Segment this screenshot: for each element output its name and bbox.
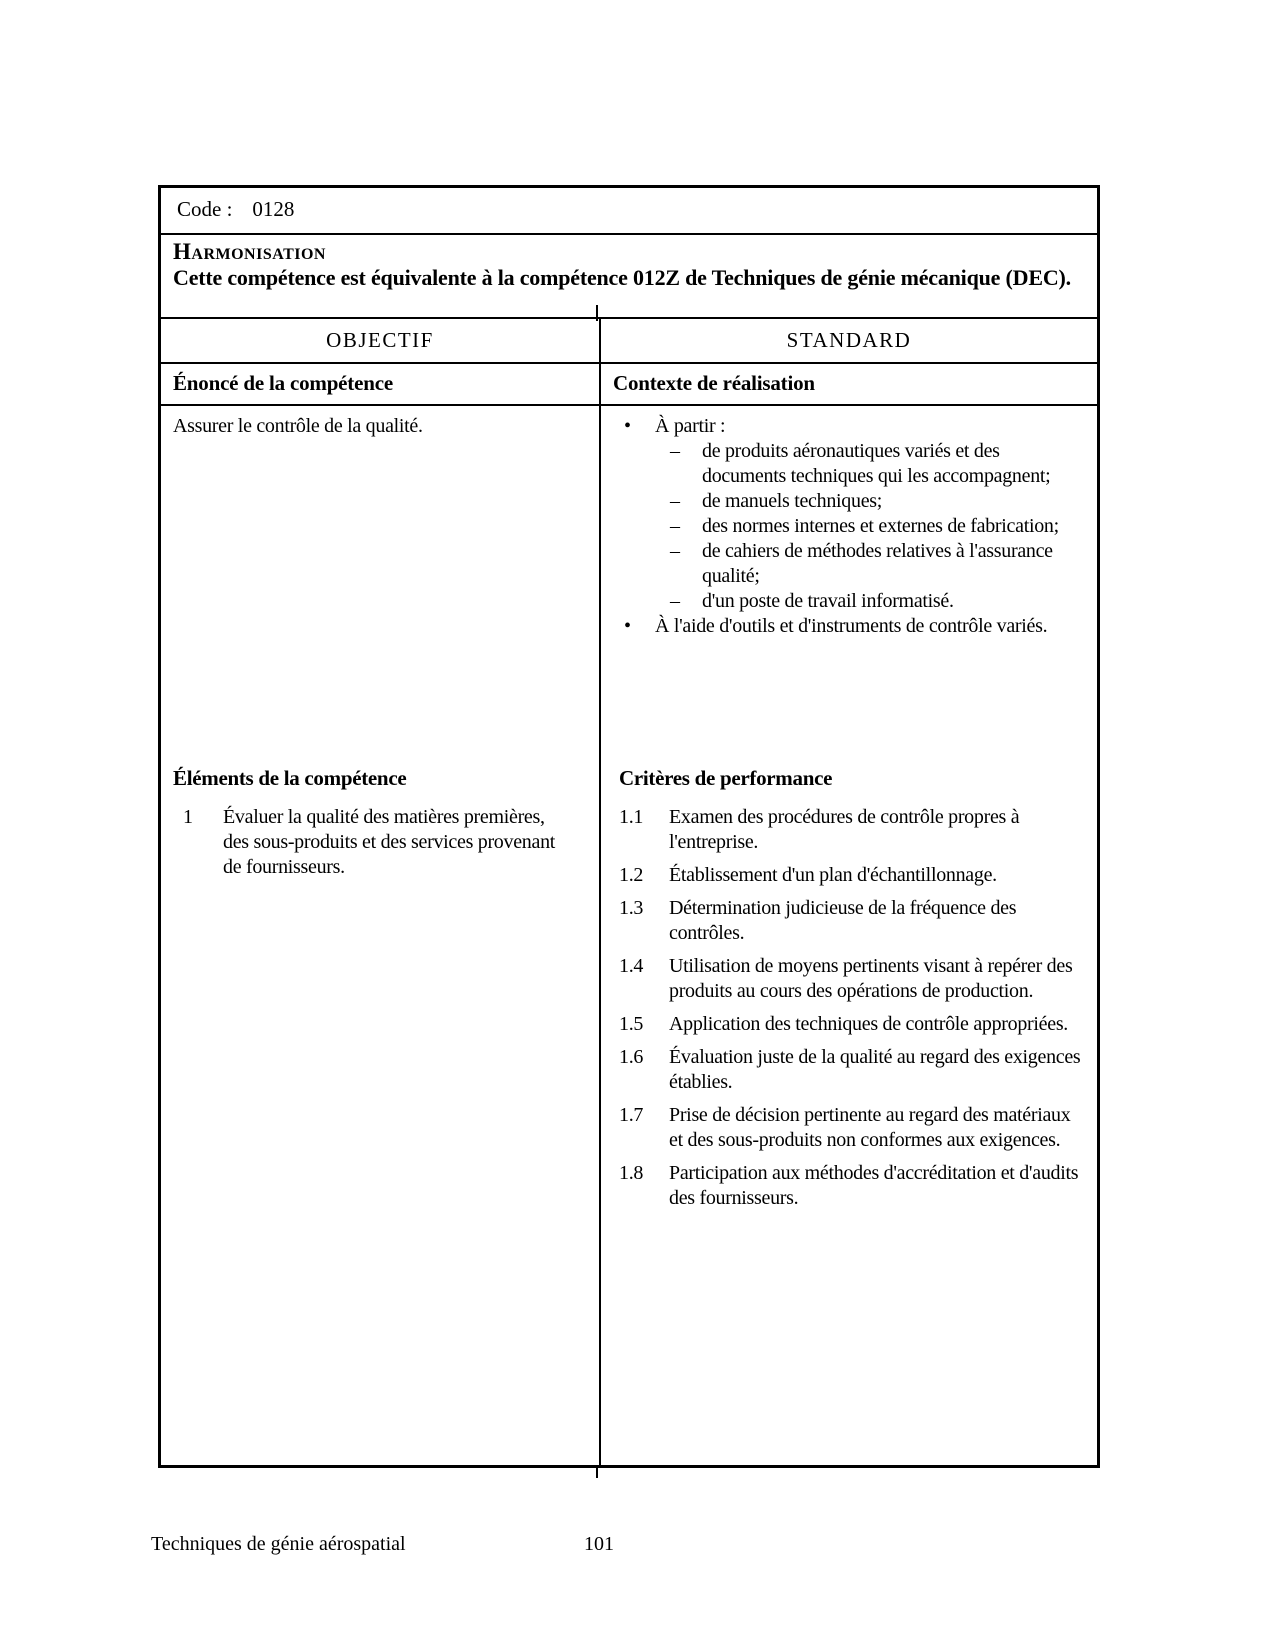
- criterion-number: 1.2: [619, 864, 644, 886]
- criterion-item: [601, 863, 1085, 888]
- dash-icon: –: [670, 515, 680, 537]
- footer-program-title: Techniques de génie aérospatial: [151, 1533, 406, 1555]
- criterion-text: Participation aux méthodes d'accréditation et d'audits des fournisseurs.: [669, 1162, 1079, 1209]
- enonce-subheader: Énoncé de la compétence: [173, 371, 393, 395]
- context-sub-item: [601, 439, 1097, 489]
- contexte-subheader: Contexte de réalisation: [599, 364, 1097, 404]
- bullet-icon: •: [624, 615, 631, 637]
- elements-heading: Éléments de la compétence: [173, 766, 407, 790]
- criterion-number: 1.8: [619, 1162, 644, 1184]
- context-sub-item: [601, 539, 1097, 589]
- context-sub-text: des normes internes et externes de fabrication;: [702, 515, 1059, 537]
- context-sub-text: de manuels techniques;: [702, 490, 883, 512]
- criteria-section: [601, 765, 1085, 1219]
- code-row: [161, 188, 1097, 235]
- criterion-text: Examen des procédures de contrôle propres à l'entreprise.: [669, 806, 1020, 853]
- criterion-item: [601, 805, 1085, 855]
- dash-icon: –: [670, 440, 680, 462]
- criterion-text: Évaluation juste de la qualité au regard des exigences établies.: [669, 1046, 1081, 1093]
- context-sub-item: [601, 589, 1097, 614]
- criterion-text: Utilisation de moyens pertinents visant à repérer des produits au cours des opérations de production.: [669, 955, 1073, 1002]
- context-sub-text: d'un poste de travail informatisé.: [702, 590, 954, 612]
- objectif-column-header: OBJECTIF: [326, 328, 434, 352]
- code-value: 0128: [252, 197, 295, 221]
- criterion-item: [601, 1103, 1085, 1153]
- criterion-item: [601, 1012, 1085, 1037]
- competency-table: [158, 185, 1100, 1468]
- element-item: [173, 805, 589, 880]
- element-text: Évaluer la qualité des matières premières, des sous-produits et des services provenant de fournisseurs.: [223, 806, 556, 878]
- bullet-icon: •: [624, 415, 631, 437]
- footer-page-number: 101: [584, 1533, 614, 1555]
- objectif-cell: [161, 406, 599, 1465]
- criterion-number: 1.5: [619, 1013, 644, 1035]
- context-sub-text: de produits aéronautiques variés et des documents techniques qui les accompagnent;: [702, 440, 1051, 487]
- dash-icon: –: [670, 540, 680, 562]
- context-bullet-item: [601, 614, 1097, 639]
- context-sub-text: de cahiers de méthodes relatives à l'assurance qualité;: [702, 540, 1053, 587]
- criteria-heading: Critères de performance: [619, 766, 833, 790]
- harmonisation-row: [161, 235, 1097, 319]
- criterion-number: 1.1: [619, 806, 644, 828]
- criterion-number: 1.3: [619, 897, 644, 919]
- harmonisation-heading: Harmonisation: [173, 239, 326, 264]
- divider-overrun-bottom: [596, 1465, 598, 1478]
- standard-column-header: STANDARD: [599, 319, 1097, 362]
- criterion-text: Prise de décision pertinente au regard des matériaux et des sous-produits non conformes aux exigences.: [669, 1104, 1071, 1151]
- criterion-number: 1.4: [619, 955, 644, 977]
- criterion-text: Détermination judicieuse de la fréquence des contrôles.: [669, 897, 1017, 944]
- harmonisation-body: Cette compétence est équivalente à la compétence 012Z de Techniques de génie mécanique (DEC).: [173, 265, 1071, 290]
- criterion-item: [601, 1045, 1085, 1095]
- context-sub-item: [601, 514, 1097, 539]
- context-bullet-text: À l'aide d'outils et d'instruments de contrôle variés.: [655, 615, 1048, 637]
- context-sub-item: [601, 489, 1097, 514]
- dash-icon: –: [670, 490, 680, 512]
- context-bullet-item: [601, 414, 1097, 439]
- column-subheaders-row: [161, 364, 1097, 406]
- elements-section: [173, 765, 589, 880]
- dash-icon: –: [670, 590, 680, 612]
- criterion-number: 1.7: [619, 1104, 644, 1126]
- standard-cell: [599, 406, 1097, 1465]
- content-row: [161, 406, 1097, 1465]
- divider-overrun-top: [596, 305, 598, 321]
- criterion-number: 1.6: [619, 1046, 644, 1068]
- column-headers-row: [161, 319, 1097, 364]
- criterion-text: Établissement d'un plan d'échantillonnage.: [669, 864, 997, 886]
- context-bullet-text: À partir :: [655, 415, 726, 437]
- code-label: Code :: [177, 197, 233, 221]
- element-number: 1: [183, 806, 193, 828]
- criterion-item: [601, 1161, 1085, 1211]
- criterion-item: [601, 954, 1085, 1004]
- criterion-text: Application des techniques de contrôle appropriées.: [669, 1013, 1069, 1035]
- competency-statement: Assurer le contrôle de la qualité.: [173, 415, 423, 437]
- criterion-item: [601, 896, 1085, 946]
